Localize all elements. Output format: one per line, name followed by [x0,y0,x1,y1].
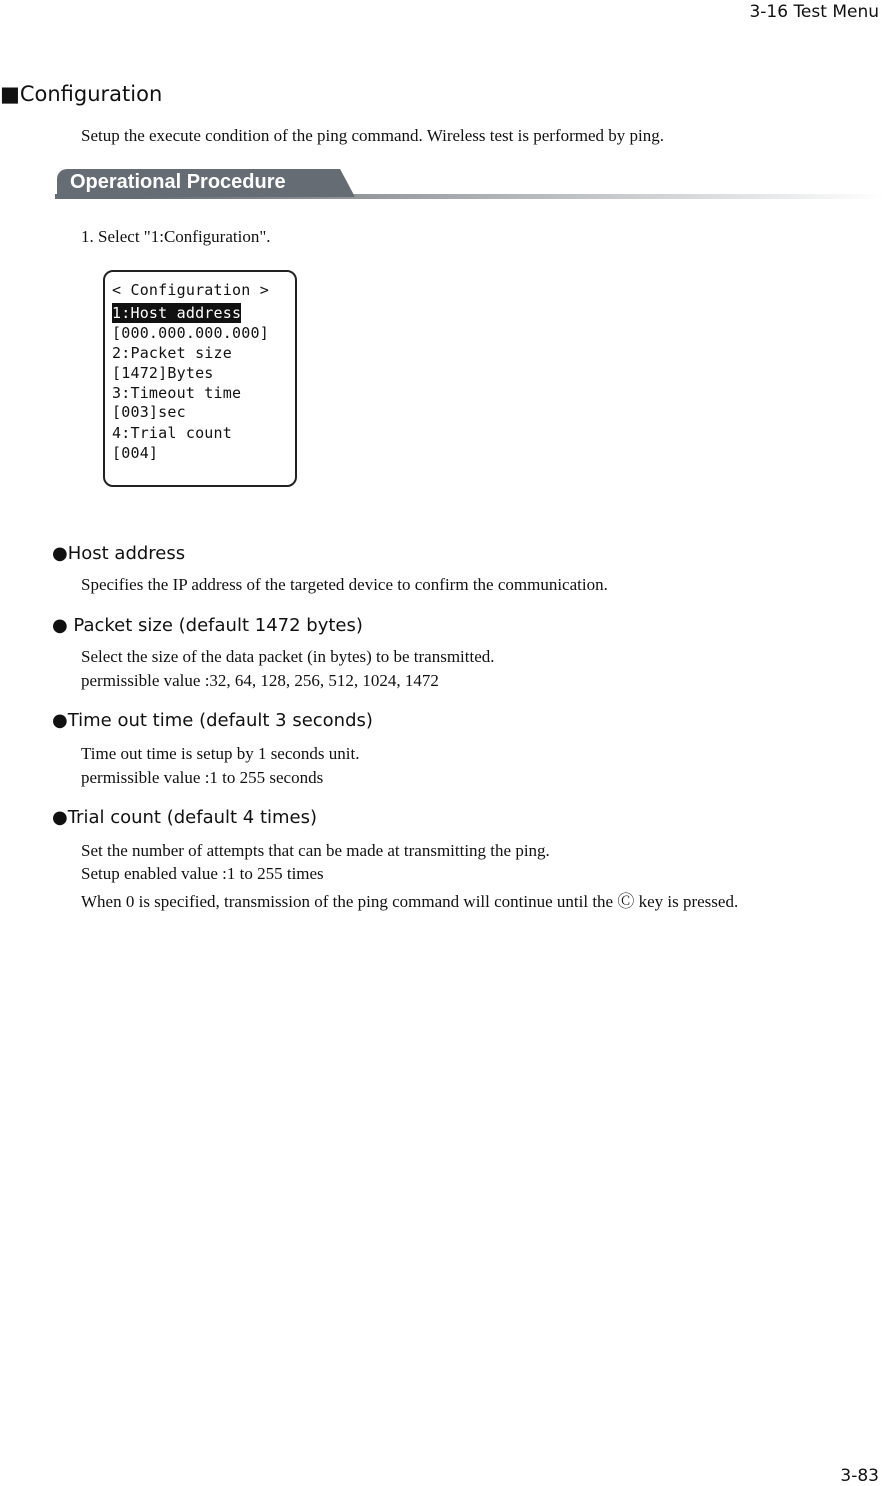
timeout-desc: Time out time is setup by 1 seconds unit. [81,744,360,763]
intro-text: Setup the execute condition of the ping command. Wireless test is performed by ping. [81,126,665,145]
screen-line-trial: 4:Trial count [112,424,232,442]
trial-count-desc: Set the number of attempts that can be made at transmitting the ping. [81,841,550,860]
procedure-label: Operational Procedure [70,171,286,193]
packet-size-desc: Select the size of the data packet (in bytes) to be transmitted. [81,647,495,666]
screen-line-timeout-value: [003]sec [112,403,186,421]
trial-count-values: Setup enabled value :1 to 255 times [81,864,324,883]
timeout-values: permissible value :1 to 255 seconds [81,768,324,787]
screen-line-timeout: 3:Timeout time [112,384,242,402]
host-address-heading: ●Host address [52,543,186,564]
screen-line-host-value: [000.000.000.000] [112,324,269,342]
device-screen [103,270,297,487]
step-1: 1. Select "1:Configuration". [81,227,271,246]
timeout-heading: ●Time out time (default 3 seconds) [52,710,373,731]
screen-line-host-selected: 1:Host address [112,304,242,322]
screen-title: < Configuration > [112,281,269,299]
screen-line-packet-value: [1472]Bytes [112,364,214,382]
section-title: ■Configuration [0,82,163,106]
section-header: 3-16 Test Menu [749,2,879,22]
trial-count-note: When 0 is specified, transmission of the ping command will continue until the Ⓒ key is pressed. [81,892,739,911]
page-number: 3-83 [840,1466,879,1486]
screen-line-packet: 2:Packet size [112,344,232,362]
packet-size-values: permissible value :32, 64, 128, 256, 512, 1024, 1472 [81,671,439,690]
screen-line-trial-value: [004] [112,444,159,462]
packet-size-heading: ● Packet size (default 1472 bytes) [52,615,363,636]
host-address-desc: Specifies the IP address of the targeted device to confirm the communication. [81,575,608,594]
trial-count-heading: ●Trial count (default 4 times) [52,807,318,828]
